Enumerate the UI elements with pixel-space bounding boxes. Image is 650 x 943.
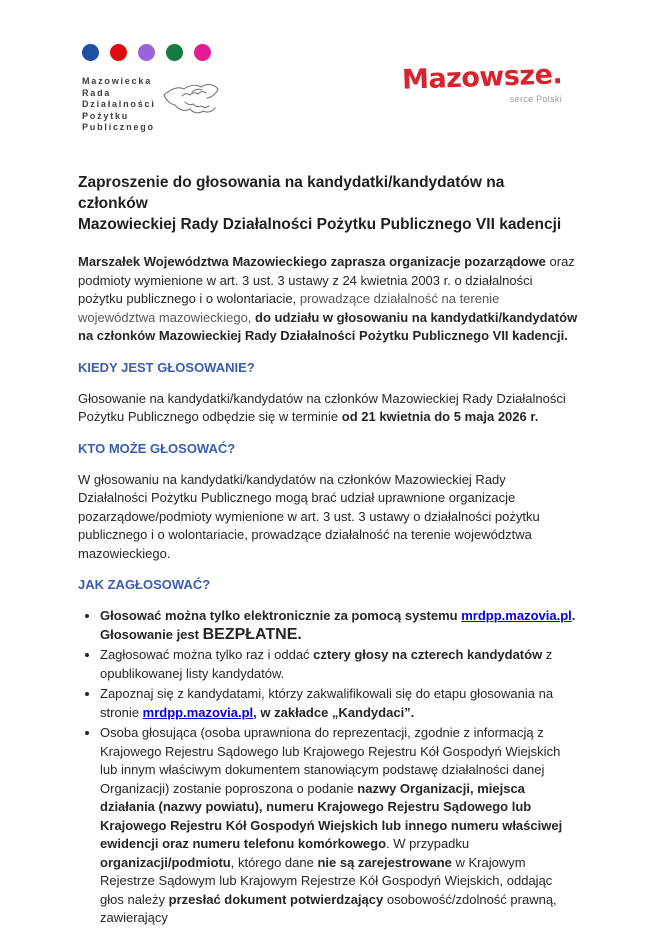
text-segment: . Głosowanie jest [100, 608, 576, 642]
text-segment: oraz podmioty wymienione w art. 3 ust. 3 ustawy z 24 kwietnia 2003 r. o działalności pożytku publicznego i o wolontariacie, [78, 254, 575, 306]
voting-instructions-list [78, 607, 578, 928]
text-segment: przesłać dokument potwierdzający [168, 891, 384, 907]
kto-paragraph [78, 471, 578, 564]
text-segment: W głosowaniu na kandydatki/kandydatów na członków Mazowieckiej Rady Działalności Pożytku Publicznego mogą brać udział uprawnione organizacje pozarządowe/podmioty wymienione w art. 3 ust. 3 ustawy o działalności pożytku publicznego i o wolontariacie, prowadzące działalność na terenie województwa mazowieckiego. [78, 471, 540, 561]
text-segment: nazwy Organizacji, miejsca działania (nazwy powiatu), numeru Krajowego Rejestru Sądowego lub Krajowego Rejestru Kół Gospodyń Wiejskich lub innego numeru właściwej ewidencji oraz numeru telefonu komórkowego [100, 780, 563, 851]
logo-wordmark-line: Publicznego [82, 122, 155, 132]
logo-dot-red [110, 44, 127, 61]
logo-dots [82, 44, 302, 61]
kiedy-paragraph [78, 390, 578, 427]
list-item [100, 646, 578, 683]
text-segment: , w zakładce „Kandydaci”. [253, 704, 415, 720]
text-segment: osobowość/zdolność prawną, zawierający [100, 891, 557, 925]
section-heading-kiedy: KIEDY JEST GŁOSOWANIE? [78, 359, 255, 375]
logo-dot-blue [82, 44, 99, 61]
text-segment: w Krajowym Rejestrze Sądowym lub Krajowym Rejestrze Kół Gospodyń Wiejskich, oddając głos należy [100, 854, 553, 907]
mrdpp-mazovia-link[interactable]: mrdpp.mazovia.pl [142, 704, 254, 720]
document-title-line: Mazowieckiej Rady Działalności Pożytku Publicznego VII kadencji [78, 216, 562, 233]
mrdpp-logo [82, 44, 302, 134]
text-segment: do udziału w głosowaniu na kandydatki/kandydatów na członków Mazowieckiej Rady Działalności Pożytku Publicznego VII kadencji. [78, 309, 578, 343]
mazowsze-logo [402, 44, 562, 104]
logo-dot-pink [194, 44, 211, 61]
text-segment: prowadzące działalność na terenie województwa mazowieckiego, [78, 291, 500, 325]
logo-dot-purple [138, 44, 155, 61]
text-segment: z opublikowanej listy kandydatów. [100, 647, 553, 681]
header [82, 44, 562, 134]
text-segment: organizacji/podmiotu [100, 854, 231, 870]
list-item [100, 724, 578, 928]
document-body [78, 172, 578, 943]
mazowsze-tagline: serce Polski [509, 94, 562, 104]
list-item [100, 607, 578, 644]
document-title-line: Zaproszenie do głosowania na kandydatki/kandydatów na członków [78, 174, 505, 212]
text-segment: BEZPŁATNE. [202, 625, 302, 643]
text-segment: od 21 kwietnia do 5 maja 2026 r. [341, 409, 539, 424]
text-segment: cztery głosy na czterech kandydatów [313, 647, 543, 662]
section-heading-jak: JAK ZAGŁOSOWAĆ? [78, 577, 211, 592]
mrdpp-mazovia-link[interactable]: mrdpp.mazovia.pl [461, 608, 572, 623]
text-segment: . W przypadku [386, 836, 470, 851]
text-segment: Zapoznaj się z kandydatami, którzy zakwalifikowali się do etapu głosowania na stronie [100, 686, 554, 720]
logo-wordmark [82, 70, 156, 134]
logo-wordmark-line: Działalności [82, 99, 156, 109]
text-segment: Głosować można tylko elektronicznie za pomocą systemu [100, 608, 462, 623]
text-segment: Marszałek Województwa Mazowieckiego zaprasza organizacje pozarządowe [78, 254, 546, 269]
logo-dot-green [166, 44, 183, 61]
document-title [78, 172, 578, 235]
intro-paragraph [78, 253, 578, 346]
text-segment: Osoba głosująca (osoba uprawniona do reprezentacji, zgodnie z informacją z Krajowego Rejestru Sądowego lub Krajowego Rejestru Kół Gospodyń Wiejskich lub innym właściwym dokumentem stanowiącym podstawę działalności danej Organizacji) zostanie poproszona o podanie [100, 725, 561, 796]
text-segment: , którego dane [230, 854, 318, 870]
logo-wordmark-line: Rada [82, 87, 112, 98]
handshake-icon [162, 78, 220, 127]
text-segment: Zagłosować można tylko raz i oddać [100, 647, 314, 662]
logo-wordmark-line: Pożytku [82, 110, 130, 121]
section-heading-kto: KTO MOŻE GŁOSOWAĆ? [78, 440, 236, 456]
text-segment: Głosowanie na kandydatki/kandydatów na członków Mazowieckiej Rady Działalności Pożytku Publicznego odbędzie się w terminie [78, 390, 566, 424]
mazowsze-wordmark: Mazowsze. [401, 59, 563, 96]
logo-wordmark-line: Mazowiecka [82, 76, 153, 86]
text-segment: nie są zarejestrowane [317, 854, 452, 870]
list-item [100, 685, 578, 722]
